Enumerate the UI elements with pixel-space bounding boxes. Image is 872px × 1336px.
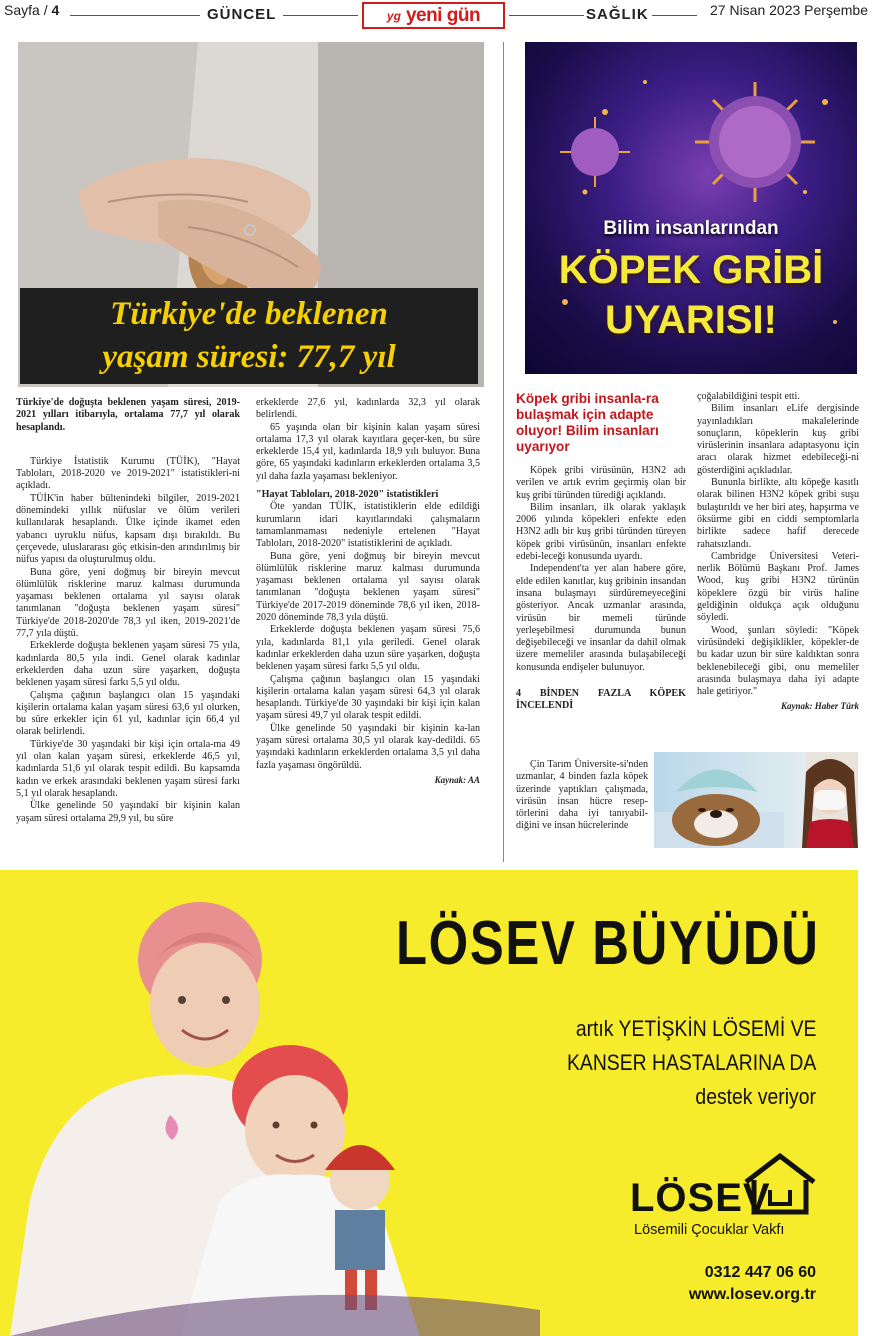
article2-column-1-continued bbox=[516, 759, 648, 833]
losev-tagline: Lösemili Çocuklar Vakfı bbox=[634, 1222, 785, 1238]
ad-phone: 0312 447 06 60 bbox=[704, 1264, 816, 1281]
paragraph: Buna göre, yeni doğmuş bir bireyin mevcut ölümlülük risklerine maruz kalması durumunda yaşaması beklenen ortalama yıl sayısı olarak tanımlanan "doğuşta beklenen yaşam süresi" Türkiye'de 2017-2019 döneminde 78,6 yıl iken, 2018-2020 döneminde 78,3 yıla düştü. bbox=[256, 550, 480, 624]
logo-name: yeni gün bbox=[405, 4, 481, 26]
sick-dog-and-woman-photo bbox=[654, 752, 858, 848]
image-subtitle: Bilim insanlarından bbox=[603, 218, 779, 239]
paragraph: Köpek gribi virüsünün, H3N2 adı verilen ve artık evrim geçirmiş olan bir kuş gribi türünden türediği açıklandı. bbox=[516, 465, 686, 501]
article2-headline: Köpek gribi insanla-ra bulaşmak için adapte oluyor! Bilim insanları uyarıyor bbox=[516, 391, 659, 454]
article-source: Kaynak: AA bbox=[434, 774, 480, 785]
paragraph: Ülke genelinde 50 yaşındaki bir kişinin kalan yaşam süresi ortalama 29,9 yıl, bu süre bbox=[16, 800, 240, 824]
page-number-label: Sayfa / 4 bbox=[4, 2, 60, 18]
article1-column-2 bbox=[256, 397, 480, 786]
paragraph: Erkeklerde doğuşta beklenen yaşam süresi 75,6 yıla, kadınlarda 81,1 yıla geriledi. Genel olarak kadınlar erkeklerden daha uzun süre yaşarken, doğuşta beklenen yaşam süresi farkı 5,5 yıl oldu. bbox=[256, 624, 480, 673]
section-saglik: SAĞLIK bbox=[586, 6, 649, 23]
paragraph: Bilim insanları eLife dergisinde yayınladıkları makalelerinde sonuçların, köpeklerin kuş gribi virüslerinin insanlara adaptasyonu için aracı olarak hizmet edebileceği-ni gösterdiğini açıkladılar. bbox=[697, 403, 859, 476]
virus-illustration-photo bbox=[525, 42, 857, 374]
paragraph: 65 yaşında olan bir kişinin kalan yaşam süresi ortalama 17,3 yıl olarak kayıtlara geçer-ken, bu süre erkeklerde 15,4 yıl, kadınlarda 18,9 yılı buluyor. Buna göre, 65 yaşındaki kadınların erkeklerden ortalama 3,5 yıl daha fazla yaşaması bekleniyor. bbox=[256, 421, 480, 482]
header-rule bbox=[652, 15, 697, 16]
paragraph: Öte yandan TÜİK, istatistiklerin elde edildiği kurumların idari kayıtlarındaki çalışmaların tamamlanmaması nedeniyle ertelenen "Hayat Tabloları, 2018-2020" istatistiklerini de açıkladı. bbox=[256, 501, 480, 550]
paragraph: Bununla birlikte, altı köpeğe kasıtlı olarak bilinen H3N2 köpek gribi suşu bulaştırıldı ve her biri ateş, hapşırma ve öksürme gibi en ciddi semptomlarla birlikte sadece hafif derecede rahatsızlandı. bbox=[697, 477, 859, 550]
ad-line-1: artık YETİŞKİN LÖSEMİ VE bbox=[575, 1016, 816, 1041]
paragraph: Independent'ta yer alan habere göre, elde edilen kanıtlar, kuş gribinin insandan insana bulaşmayı sürdüremeyeceğini gösteriyor. Ancak uzmanlar arasında, virüsün bir memeli türünde yerleşebilmesi durumunda bunun değişebileceği ve insanlar da dahil olmak üzere memeliler arasında bulaşabileceği konusunda endişeler bulunuyor. bbox=[516, 563, 686, 673]
paragraph: erkeklerde 27,6 yıl, kadınlarda 32,3 yıl olarak belirlendi. bbox=[256, 397, 480, 421]
section-guncel: GÜNCEL bbox=[207, 6, 277, 23]
article2-column-2 bbox=[697, 391, 859, 713]
dog-mask-illustration bbox=[654, 752, 858, 848]
article1-column-1 bbox=[16, 397, 240, 825]
logo-mark: yg bbox=[386, 8, 401, 23]
ad-title: LÖSEV BÜYÜDÜ bbox=[396, 909, 820, 978]
paragraph: Çalışma çağının başlangıcı olan 15 yaşındaki kişilerin ortalama kalan yaşam süresi 63,6 yıl olurken, bu süre erkekler için 61 yıl, kadınlar için 66,4 yıl olarak belirlendi. bbox=[16, 689, 240, 738]
paragraph: Ülke genelinde 50 yaşındaki bir kişinin ka-lan yaşam süresi ortalama 30,5 yıl olarak kay-dedildi. 65 yaşındaki kadınların erkeklerden ortalama 3,5 yıl daha fazla yaşaması öngörüldü. bbox=[256, 722, 480, 771]
losev-advertisement bbox=[0, 870, 858, 1336]
ad-website: www.losev.org.tr bbox=[688, 1286, 816, 1303]
issue-date: 27 Nisan 2023 Perşembe bbox=[710, 2, 868, 18]
article-source: Kaynak: Haber Türk bbox=[780, 701, 859, 712]
article-headline-box bbox=[20, 288, 478, 384]
paragraph: Türkiye'de 30 yaşındaki bir kişi için ortala-ma 49 yıl olan kalan yaşam süresi, erkeklerde 46,5 yıl, kadınlarda 51,6 yıl olarak tespit edildi. Bu kapsamda kadın ve erkek arasındaki beklenen yaşam süresi farkı 5,1 yıl olarak hesaplandı. bbox=[16, 738, 240, 799]
paragraph: çoğalabildiğini tespit etti. bbox=[697, 391, 800, 402]
header-rule bbox=[509, 15, 584, 16]
paragraph: TÜİK'in haber bültenindeki bilgiler, 2019-2021 dönemindeki yıllık nüfuslar ve ölüm verileri kullanılarak hesaplandı. Ülke içinde ikamet eden yabancı uyruklu nüfus, kapsam dışı bırakıldı. Bu çerçevede, uluslararası göç etkisin-den arındırılmış bir nüfus yapısı da oluşturulmuş oldu. bbox=[16, 492, 240, 566]
ad-line-2: KANSER HASTALARINA DA bbox=[566, 1050, 816, 1075]
newspaper-logo bbox=[362, 2, 505, 29]
paragraph: Wood, şunları söyledi: "Köpek virüsündeki değişiklikler, köpekler-de bu kadar uzun bir süre kaldıktan sonra beklenebileceği gibi, onu memeliler arasında bulaşmaya daha iyi adapte hale getiriyor." bbox=[697, 624, 859, 698]
image-title-line-1: KÖPEK GRİBİ bbox=[558, 248, 824, 292]
column-divider bbox=[503, 42, 504, 862]
headline-line-1: Türkiye'de beklenen bbox=[110, 296, 388, 332]
paragraph: Bilim insanları, ilk olarak yaklaşık 2006 yılında köpekleri enfekte eden H3N2 adlı bir kuş gribi türünden türeyen köpek gribi virüsünün, insanları enfekte edebi-leceği konusunda uyardı. bbox=[516, 501, 686, 563]
article2-column-1 bbox=[516, 391, 686, 713]
paragraph: Erkeklerde doğuşta beklenen yaşam süresi 75 yıla, kadınlarda 80,5 yıla indi. Genel olarak kadınlar erkeklerden daha uzun süre yaşarken, doğuşta beklenen yaşam süresi farkı 5,5 yıl oldu. bbox=[16, 640, 240, 689]
paragraph: Cambridge Üniversitesi Veteri-nerlik Bölümü Başkanı Prof. James Wood, kuş gribi H3N2 türünün köpeklere özgü bir virüs haline geldiğinin oldukça açık olduğunu söyledi. bbox=[697, 550, 859, 624]
header-rule bbox=[70, 15, 200, 16]
article2-subhead: 4 BİNDEN FAZLA KÖPEK İNCELENDİ bbox=[516, 688, 686, 712]
paragraph: Buna göre, yeni doğmuş bir bireyin mevcut ölümlülük risklerine maruz kalması durumunda yaşaması beklenen ortalama yıl sayısı olarak tanımlanan "doğuşta beklenen yaşam süresi" Türkiye'de 2018-2020'de 78,3 yıl iken, 2019-2021'de 77,7 yıla düştü. bbox=[16, 566, 240, 640]
header-rule bbox=[283, 15, 358, 16]
losev-wordmark: LÖSEV bbox=[630, 1176, 771, 1220]
paragraph: Türkiye İstatistik Kurumu (TÜİK), "Hayat Tabloları, 2018-2020 ve 2019-2021" istatistikleri-ni açıkladı. bbox=[16, 455, 240, 492]
article-subhead: "Hayat Tabloları, 2018-2020" istatistikleri bbox=[256, 489, 439, 501]
paragraph: Çin Tarım Üniversite-si'nden uzmanlar, 4 binden fazla köpek üzerinde yaptıkları çalışmada, virüsün insan hücre resep-törlerini daha iyi tanıyabil-diğini ve insan hücrelerinde bbox=[516, 759, 648, 832]
headline-line-2: yaşam süresi: 77,7 yıl bbox=[102, 339, 396, 375]
ad-line-3: destek veriyor bbox=[695, 1084, 816, 1109]
paragraph: Çalışma çağının başlangıcı olan 15 yaşındaki kişilerin ortalama kalan yaşam süresi 64,3 yıl olarak hesaplandı. Türkiye'de 30 yaşındaki bir kişi için kalan yaşam süresi 49,7 yıl olarak tespit edildi. bbox=[256, 673, 480, 722]
article-lead: Türkiye'de doğuşta beklenen yaşam süresi, 2019-2021 yılları itibarıyla, ortalama 77,7 yıl olarak hesaplandı. bbox=[16, 397, 240, 433]
losev-logo bbox=[630, 1152, 820, 1237]
image-title-line-2: UYARISI! bbox=[605, 298, 777, 342]
